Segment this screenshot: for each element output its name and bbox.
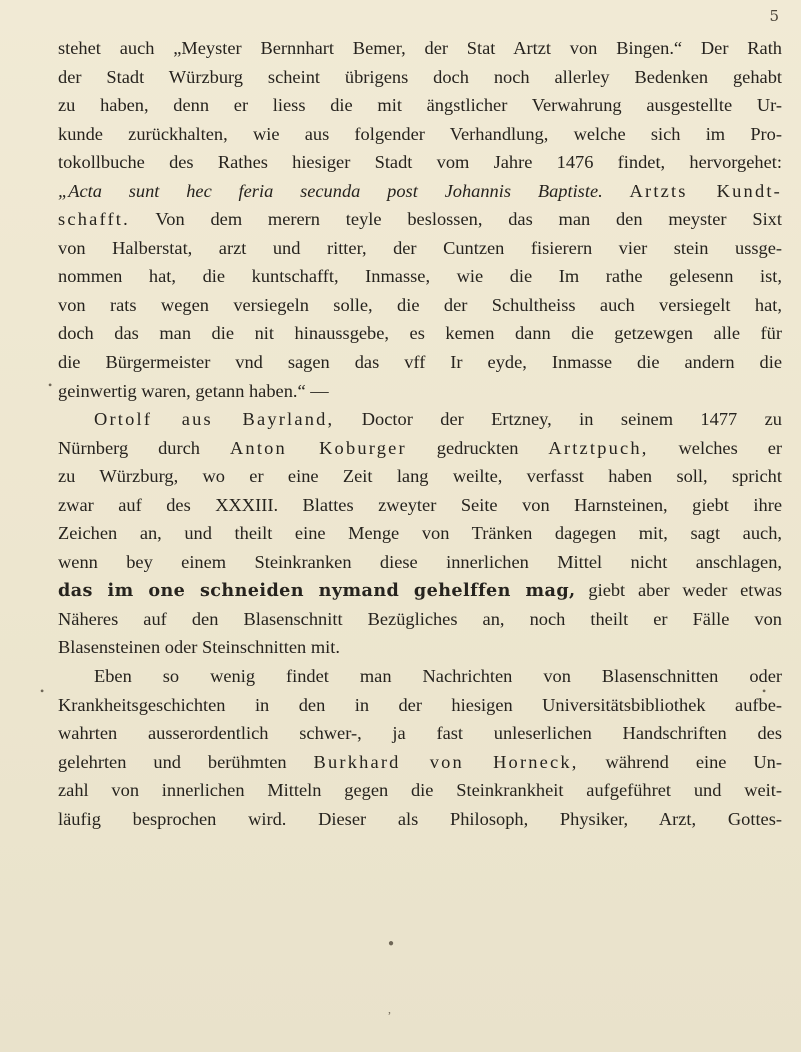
text-line (58, 348, 782, 377)
text-run: Eben so wenig findet man Nachrichten von Blasenschnitten oder (94, 666, 782, 687)
text-line (58, 519, 782, 548)
text-run: der Stadt Würzburg scheint übrigens doch noch allerley Bedenken gehabt (58, 66, 782, 87)
text-run: Krankheitsgeschichten in den in der hiesigen Universitätsbibliothek aufbe- (58, 694, 782, 715)
text-run: welches er (648, 437, 782, 458)
text-run: zwar auf des XXXIII. Blattes zweyter Seite von Harnsteinen, giebt ihre (58, 494, 782, 515)
text-run: gedruckten (406, 437, 549, 458)
text-run: die Bürgermeister vnd sagen das vff Ir eyde, Inmasse die andern die (58, 352, 782, 373)
margin-speck: • (762, 684, 767, 698)
text-line (58, 805, 782, 834)
text-line (58, 377, 782, 406)
text-run: das im one schneiden nymand gehelffen mag, (58, 580, 576, 602)
text-run: doch das man die nit hinaussgebe, es kemen dann die getzewgen alle für (58, 323, 782, 344)
text-run: zahl von innerlichen Mitteln gegen die Steinkrankheit aufgeführet und weit- (58, 780, 782, 801)
text-run (603, 181, 630, 201)
margin-speck: , (388, 1002, 391, 1016)
text-line (58, 120, 782, 149)
margin-speck: • (48, 378, 53, 392)
text-run: läufig besprochen wird. Dieser als Philosoph, Physiker, Arzt, Gottes- (58, 808, 782, 829)
text-run: wenn bey einem Steinkranken diese innerlichen Mittel nicht anschlagen, (58, 551, 782, 572)
text-run: Anton Koburger (229, 437, 407, 458)
text-line (58, 434, 782, 463)
margin-speck: • (40, 684, 45, 698)
text-run: von Halberstat, arzt und ritter, der Cuntzen fisierern vier stein ussge- (58, 237, 782, 258)
text-run: Ortolf aus Bayrland, (94, 409, 335, 430)
text-run: geinwertig waren, getann haben.“ — (58, 380, 329, 401)
text-run: stehet auch „Meyster Bernnhart Bemer, der Stat Artzt von Bingen.“ Der Rath (58, 38, 782, 58)
text-run: tokollbuche des Rathes hiesiger Stadt vom Jahre 1476 findet, hervorgehet: (58, 152, 782, 173)
text-run: gelehrten und berühmten (58, 751, 314, 772)
text-run: zu haben, denn er liess die mit ängstlicher Verwahrung ausgestellte Ur- (58, 95, 782, 116)
text-line (58, 205, 782, 234)
body-text (58, 34, 782, 833)
text-run: Artzts Kundt- (629, 180, 782, 201)
text-line (58, 633, 782, 662)
text-line (58, 719, 782, 748)
text-run: Näheres auf den Blasenschnitt Bezügliches an, noch theilt er Fälle von (58, 608, 782, 629)
text-run: Artztpuch, (548, 437, 649, 458)
text-run: kunde zurückhalten, wie aus folgender Verhandlung, welche sich im Pro- (58, 123, 782, 144)
text-run: wahrten ausserordentlich schwer-, ja fast unleserlichen Handschriften des (58, 723, 782, 744)
text-line (58, 319, 782, 348)
text-line (58, 405, 782, 434)
text-run: Von dem merern teyle beslossen, das man den meyster Sixt (129, 209, 782, 230)
text-line (58, 177, 782, 206)
page-number: 5 (769, 7, 779, 25)
text-line (58, 548, 782, 577)
text-line (58, 691, 782, 720)
text-line (58, 576, 782, 605)
text-run: Doctor der Ertzney, in seinem 1477 zu (334, 409, 782, 430)
text-line (58, 63, 782, 92)
text-run: von rats wegen versiegeln solle, die der Schultheiss auch versiegelt hat, (58, 294, 782, 315)
text-run: giebt aber weder etwas (575, 580, 782, 601)
text-line (58, 776, 782, 805)
text-line (58, 148, 782, 177)
text-run: „Acta sunt hec feria secunda post Johannis Baptiste. (58, 180, 603, 201)
text-run: schafft. (58, 209, 130, 230)
text-run: nommen hat, die kuntschafft, Inmasse, wie die Im rathe gelesenn ist, (58, 266, 782, 287)
margin-speck: ● (388, 938, 395, 949)
text-line (58, 491, 782, 520)
text-line (58, 234, 782, 263)
text-line (58, 462, 782, 491)
text-line (58, 662, 782, 691)
text-run: während eine Un- (578, 751, 782, 772)
text-line (58, 291, 782, 320)
text-line (58, 34, 782, 63)
text-run: Zeichen an, und theilt eine Menge von Tränken dagegen mit, sagt auch, (58, 523, 782, 544)
text-line (58, 91, 782, 120)
text-line (58, 262, 782, 291)
text-run: Burkhard von Horneck, (313, 751, 579, 772)
text-run: Blasensteinen oder Steinschnitten mit. (58, 637, 340, 658)
text-run: Nürnberg durch (58, 437, 230, 458)
text-line (58, 748, 782, 777)
text-line (58, 605, 782, 634)
text-run: zu Würzburg, wo er eine Zeit lang weilte, verfasst haben soll, spricht (58, 466, 782, 487)
